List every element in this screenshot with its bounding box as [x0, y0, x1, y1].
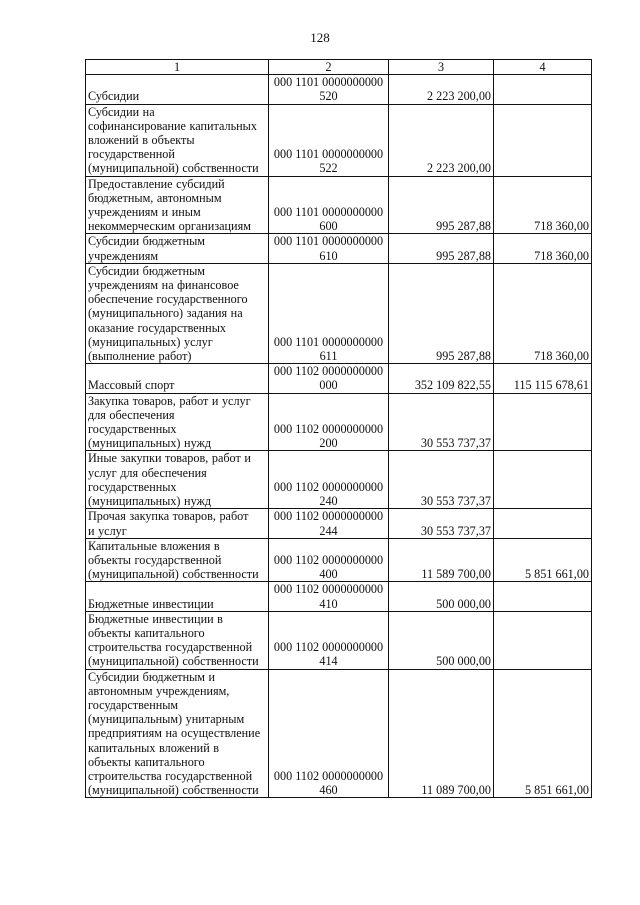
row-amount-col4: 5 851 661,00: [494, 538, 592, 582]
row-amount-col4: [494, 582, 592, 611]
row-name: Субсидии на софинансирование капитальных вложений в объекты государственной (муниципальной) собственности: [86, 104, 269, 176]
table-row: [86, 669, 592, 798]
row-amount-col4: 5 851 661,00: [494, 669, 592, 798]
row-amount-col4: [494, 393, 592, 451]
row-code: 000 1101 0000000000 522: [269, 104, 389, 176]
table-row: [86, 611, 592, 669]
row-code: 000 1102 0000000000 460: [269, 669, 389, 798]
row-amount-col3: 995 287,88: [389, 263, 494, 363]
row-amount-col3: 30 553 737,37: [389, 393, 494, 451]
header-col-4: 4: [494, 60, 592, 75]
row-code: 000 1101 0000000000 611: [269, 263, 389, 363]
row-amount-col3: 500 000,00: [389, 611, 494, 669]
table-row: [86, 509, 592, 538]
row-code: 000 1102 0000000000 240: [269, 451, 389, 509]
row-amount-col4: 718 360,00: [494, 263, 592, 363]
header-col-1: 1: [86, 60, 269, 75]
row-name: Бюджетные инвестиции в объекты капитального строительства государственной (муниципальной) собственности: [86, 611, 269, 669]
table-row: [86, 393, 592, 451]
table-row: [86, 364, 592, 393]
table-row: [86, 75, 592, 104]
row-amount-col4: [494, 509, 592, 538]
row-amount-col4: [494, 75, 592, 104]
row-code: 000 1102 0000000000 400: [269, 538, 389, 582]
row-amount-col3: 2 223 200,00: [389, 75, 494, 104]
row-name: Массовый спорт: [86, 364, 269, 393]
row-amount-col4: [494, 451, 592, 509]
header-col-2: 2: [269, 60, 389, 75]
row-name: Субсидии бюджетным учреждениям: [86, 234, 269, 263]
row-amount-col3: 30 553 737,37: [389, 509, 494, 538]
row-amount-col4: [494, 104, 592, 176]
row-amount-col3: 11 089 700,00: [389, 669, 494, 798]
row-amount-col3: 995 287,88: [389, 234, 494, 263]
table-row: [86, 582, 592, 611]
row-name: Прочая закупка товаров, работ и услуг: [86, 509, 269, 538]
budget-table: [85, 59, 592, 798]
header-row: [86, 60, 592, 75]
row-amount-col4: 718 360,00: [494, 234, 592, 263]
row-code: 000 1102 0000000000 410: [269, 582, 389, 611]
header-col-3: 3: [389, 60, 494, 75]
row-amount-col3: 995 287,88: [389, 176, 494, 234]
table-row: [86, 263, 592, 363]
row-name: Иные закупки товаров, работ и услуг для обеспечения государственных (муниципальных) нужд: [86, 451, 269, 509]
row-amount-col4: [494, 611, 592, 669]
row-name: Субсидии бюджетным учреждениям на финансовое обеспечение государственного (муниципального) задания на оказание государственных (муниципальных) услуг (выполнение работ): [86, 263, 269, 363]
row-name: Закупка товаров, работ и услуг для обеспечения государственных (муниципальных) нужд: [86, 393, 269, 451]
row-name: Капитальные вложения в объекты государственной (муниципальной) собственности: [86, 538, 269, 582]
table-row: [86, 538, 592, 582]
row-name: Субсидии: [86, 75, 269, 104]
row-amount-col4: 718 360,00: [494, 176, 592, 234]
row-name: Предоставление субсидий бюджетным, автономным учреждениям и иным некоммерческим организациям: [86, 176, 269, 234]
table-row: [86, 176, 592, 234]
page-number: 128: [310, 30, 330, 45]
table-row: [86, 451, 592, 509]
row-code: 000 1102 0000000000 200: [269, 393, 389, 451]
row-amount-col3: 30 553 737,37: [389, 451, 494, 509]
row-amount-col3: 11 589 700,00: [389, 538, 494, 582]
row-amount-col4: 115 115 678,61: [494, 364, 592, 393]
row-name: Бюджетные инвестиции: [86, 582, 269, 611]
row-code: 000 1102 0000000000 244: [269, 509, 389, 538]
table-row: [86, 104, 592, 176]
row-amount-col3: 500 000,00: [389, 582, 494, 611]
row-code: 000 1101 0000000000 520: [269, 75, 389, 104]
row-amount-col3: 2 223 200,00: [389, 104, 494, 176]
row-code: 000 1102 0000000000 414: [269, 611, 389, 669]
row-code: 000 1102 0000000000 000: [269, 364, 389, 393]
table-row: [86, 234, 592, 263]
row-code: 000 1101 0000000000 610: [269, 234, 389, 263]
row-amount-col3: 352 109 822,55: [389, 364, 494, 393]
row-name: Субсидии бюджетным и автономным учреждениям, государственным (муниципальным) унитарным предприятиям на осуществление капитальных вложений в объекты капитального строительства государственной (муниципальной) собственности: [86, 669, 269, 798]
row-code: 000 1101 0000000000 600: [269, 176, 389, 234]
